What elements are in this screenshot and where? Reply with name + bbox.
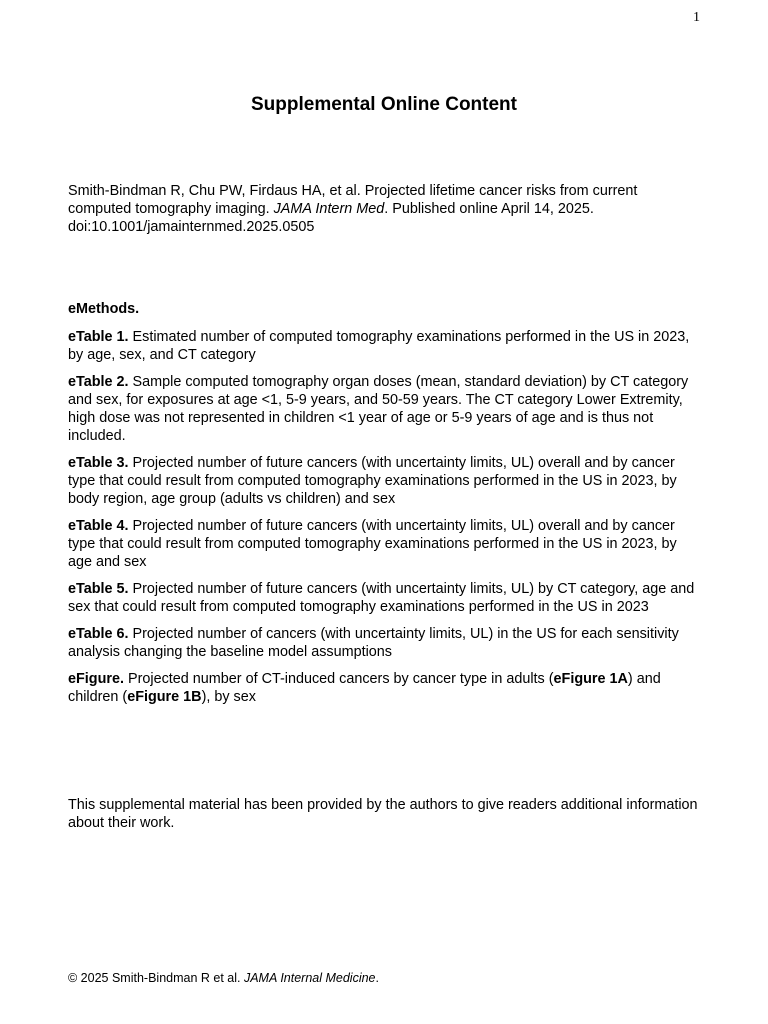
toc-etable-4	[68, 517, 704, 571]
toc-text: Estimated number of computed tomography examinations performed in the US in 2023, by age, sex, and CT category	[68, 329, 690, 363]
toc-label: eTable 2.	[68, 374, 129, 390]
citation-journal: JAMA Intern Med	[273, 201, 385, 217]
toc-text: ), by sex	[201, 689, 256, 705]
toc-etable-6	[68, 625, 704, 661]
supplemental-note	[68, 796, 704, 832]
toc-text: Projected number of future cancers (with uncertainty limits, UL) overall and by cancer type that could result from computed tomography examinations performed in the US in 2023, by age and sex	[68, 518, 677, 570]
footer-period: .	[375, 971, 379, 985]
toc-emethods: eMethods.	[68, 301, 140, 317]
citation-authors: Smith-Bindman R, Chu PW, Firdaus HA, et al. Projected lifetime cancer risks from current computed tomography imaging.	[68, 183, 638, 217]
toc-efigure	[68, 670, 704, 706]
toc-text: Projected number of future cancers (with uncertainty limits, UL) overall and by cancer type that could result from computed tomography examinations performed in the US in 2023, by body region, age group (adults vs children) and sex	[68, 455, 677, 507]
footer	[68, 971, 379, 985]
citation	[68, 182, 704, 236]
toc-text: Projected number of cancers (with uncertainty limits, UL) in the US for each sensitivity analysis changing the baseline model assumptions	[68, 626, 679, 660]
toc-label: eTable 6.	[68, 626, 129, 642]
toc-text: Sample computed tomography organ doses (mean, standard deviation) by CT category and sex, for exposures at age <1, 5-9 years, and 50-59 years. The CT category Lower Extremity, high dose was not represented in children <1 year of age or 5-9 years of age and is thus not included.	[68, 374, 689, 444]
citation-published: . Published online April 14, 2025.	[384, 201, 594, 217]
toc-label: eFigure.	[68, 671, 124, 687]
table-of-contents	[68, 300, 704, 715]
efigure-1a-ref: eFigure 1A	[553, 671, 628, 687]
efigure-1b-ref: eFigure 1B	[127, 689, 202, 705]
toc-label: eTable 4.	[68, 518, 129, 534]
toc-etable-5	[68, 580, 704, 616]
footer-copyright: © 2025 Smith-Bindman R et al.	[68, 971, 244, 985]
toc-etable-3	[68, 454, 704, 508]
toc-etable-1	[68, 328, 704, 364]
toc-text: ) and children (	[68, 671, 661, 705]
toc-etable-2	[68, 373, 704, 445]
citation-doi: doi:10.1001/jamainternmed.2025.0505	[68, 219, 315, 235]
toc-label: eTable 3.	[68, 455, 129, 471]
note-text: This supplemental material has been provided by the authors to give readers additional information about their work.	[68, 797, 698, 831]
toc-text: Projected number of future cancers (with uncertainty limits, UL) by CT category, age and sex that could result from computed tomography examinations performed in the US in 2023	[68, 581, 695, 615]
toc-label: eTable 1.	[68, 329, 129, 345]
toc-label: eTable 5.	[68, 581, 129, 597]
toc-text: Projected number of CT-induced cancers by cancer type in adults (	[123, 671, 554, 687]
footer-journal: JAMA Internal Medicine	[243, 971, 376, 985]
page-title: Supplemental Online Content	[250, 94, 517, 115]
page-number: 1	[693, 10, 700, 25]
